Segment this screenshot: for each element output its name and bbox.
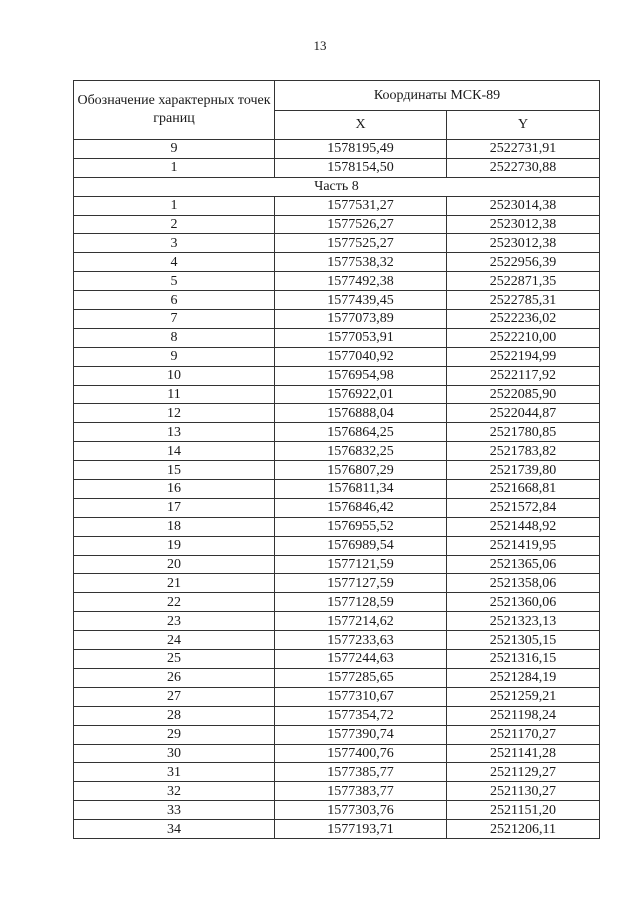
cell-point: 18	[74, 517, 275, 536]
table-row	[74, 574, 600, 593]
table-row	[74, 215, 600, 234]
cell-x: 1576954,98	[275, 366, 447, 385]
cell-x: 1577053,91	[275, 328, 447, 347]
cell-x: 1577073,89	[275, 310, 447, 329]
table-row	[74, 272, 600, 291]
table-row	[74, 461, 600, 480]
cell-x: 1577128,59	[275, 593, 447, 612]
cell-x: 1576989,54	[275, 536, 447, 555]
cell-point: 9	[74, 347, 275, 366]
cell-y: 2521739,80	[447, 461, 600, 480]
table-row	[74, 782, 600, 801]
cell-point: 33	[74, 801, 275, 820]
table-row	[74, 744, 600, 763]
table-row	[74, 536, 600, 555]
cell-point: 26	[74, 668, 275, 687]
cell-point: 20	[74, 555, 275, 574]
table-row	[74, 763, 600, 782]
cell-point: 17	[74, 498, 275, 517]
cell-y: 2521316,15	[447, 650, 600, 669]
table-row	[74, 801, 600, 820]
cell-point: 5	[74, 272, 275, 291]
cell-point: 6	[74, 291, 275, 310]
cell-y: 2521198,24	[447, 706, 600, 725]
cell-x: 1577285,65	[275, 668, 447, 687]
cell-point: 28	[74, 706, 275, 725]
header-y: Y	[447, 110, 600, 140]
table-row	[74, 687, 600, 706]
table-row	[74, 668, 600, 687]
cell-point: 21	[74, 574, 275, 593]
cell-point: 13	[74, 423, 275, 442]
cell-y: 2521259,21	[447, 687, 600, 706]
table-row	[74, 555, 600, 574]
cell-x: 1576888,04	[275, 404, 447, 423]
cell-point: 4	[74, 253, 275, 272]
cell-x: 1577538,32	[275, 253, 447, 272]
table-row	[74, 234, 600, 253]
cell-y: 2521358,06	[447, 574, 600, 593]
cell-x: 1577303,76	[275, 801, 447, 820]
table-row	[74, 366, 600, 385]
cell-x: 1576807,29	[275, 461, 447, 480]
cell-y: 2522210,00	[447, 328, 600, 347]
cell-x: 1576832,25	[275, 442, 447, 461]
cell-x: 1576811,34	[275, 480, 447, 499]
cell-point: 23	[74, 612, 275, 631]
table-row	[74, 650, 600, 669]
cell-x: 1576955,52	[275, 517, 447, 536]
cell-x: 1577385,77	[275, 763, 447, 782]
part-label: Часть 8	[74, 177, 600, 196]
cell-x: 1577127,59	[275, 574, 447, 593]
cell-point: 1	[74, 196, 275, 215]
table-row	[74, 631, 600, 650]
table-row	[74, 158, 600, 177]
cell-y: 2521151,20	[447, 801, 600, 820]
cell-point: 25	[74, 650, 275, 669]
coordinates-table	[73, 80, 600, 839]
cell-x: 1577531,27	[275, 196, 447, 215]
page-number: 13	[313, 38, 327, 53]
header-points: Обозначение характерных точек границ	[74, 81, 275, 140]
table-row	[74, 291, 600, 310]
cell-point: 30	[74, 744, 275, 763]
table-row	[74, 196, 600, 215]
cell-point: 12	[74, 404, 275, 423]
cell-y: 2522785,31	[447, 291, 600, 310]
cell-point: 24	[74, 631, 275, 650]
table-row	[74, 442, 600, 461]
cell-point: 27	[74, 687, 275, 706]
cell-y: 2521572,84	[447, 498, 600, 517]
cell-y: 2522236,02	[447, 310, 600, 329]
cell-y: 2522194,99	[447, 347, 600, 366]
table-row	[74, 517, 600, 536]
cell-y: 2522956,39	[447, 253, 600, 272]
cell-y: 2521783,82	[447, 442, 600, 461]
table-row	[74, 498, 600, 517]
cell-y: 2521129,27	[447, 763, 600, 782]
cell-x: 1576922,01	[275, 385, 447, 404]
header-coords: Координаты МСК-89	[275, 81, 600, 111]
cell-x: 1577354,72	[275, 706, 447, 725]
cell-x: 1577193,71	[275, 820, 447, 839]
cell-x: 1578195,49	[275, 140, 447, 159]
cell-x: 1577233,63	[275, 631, 447, 650]
cell-x: 1577121,59	[275, 555, 447, 574]
cell-y: 2521360,06	[447, 593, 600, 612]
cell-x: 1577526,27	[275, 215, 447, 234]
table-row	[74, 593, 600, 612]
cell-x: 1577310,67	[275, 687, 447, 706]
table-header-row	[74, 81, 600, 111]
header-x: X	[275, 110, 447, 140]
cell-point: 31	[74, 763, 275, 782]
table-row	[74, 328, 600, 347]
cell-point: 11	[74, 385, 275, 404]
table-row	[74, 820, 600, 839]
cell-point: 8	[74, 328, 275, 347]
cell-y: 2522117,92	[447, 366, 600, 385]
coordinates-table-body	[74, 81, 600, 839]
table-row	[74, 310, 600, 329]
cell-point: 10	[74, 366, 275, 385]
part-row	[74, 177, 600, 196]
cell-x: 1577244,63	[275, 650, 447, 669]
cell-y: 2523012,38	[447, 234, 600, 253]
cell-x: 1576864,25	[275, 423, 447, 442]
cell-y: 2521170,27	[447, 725, 600, 744]
cell-y: 2522085,90	[447, 385, 600, 404]
cell-y: 2521419,95	[447, 536, 600, 555]
cell-x: 1576846,42	[275, 498, 447, 517]
cell-point: 3	[74, 234, 275, 253]
cell-x: 1577525,27	[275, 234, 447, 253]
cell-x: 1577492,38	[275, 272, 447, 291]
table-row	[74, 253, 600, 272]
cell-x: 1577383,77	[275, 782, 447, 801]
cell-y: 2522731,91	[447, 140, 600, 159]
cell-point: 29	[74, 725, 275, 744]
cell-point: 1	[74, 158, 275, 177]
cell-point: 34	[74, 820, 275, 839]
table-row	[74, 347, 600, 366]
cell-y: 2522730,88	[447, 158, 600, 177]
cell-y: 2521141,28	[447, 744, 600, 763]
cell-x: 1577390,74	[275, 725, 447, 744]
cell-point: 19	[74, 536, 275, 555]
cell-point: 22	[74, 593, 275, 612]
cell-x: 1577439,45	[275, 291, 447, 310]
cell-y: 2521206,11	[447, 820, 600, 839]
cell-x: 1577214,62	[275, 612, 447, 631]
cell-y: 2523012,38	[447, 215, 600, 234]
cell-y: 2521130,27	[447, 782, 600, 801]
cell-point: 7	[74, 310, 275, 329]
cell-y: 2521668,81	[447, 480, 600, 499]
cell-point: 32	[74, 782, 275, 801]
cell-y: 2521780,85	[447, 423, 600, 442]
cell-y: 2522044,87	[447, 404, 600, 423]
cell-x: 1578154,50	[275, 158, 447, 177]
table-row	[74, 385, 600, 404]
table-row	[74, 480, 600, 499]
table-row	[74, 423, 600, 442]
table-row	[74, 706, 600, 725]
table-row	[74, 612, 600, 631]
cell-x: 1577040,92	[275, 347, 447, 366]
cell-y: 2521305,15	[447, 631, 600, 650]
cell-y: 2521323,13	[447, 612, 600, 631]
cell-y: 2521284,19	[447, 668, 600, 687]
cell-point: 15	[74, 461, 275, 480]
cell-point: 2	[74, 215, 275, 234]
cell-y: 2521365,06	[447, 555, 600, 574]
cell-y: 2521448,92	[447, 517, 600, 536]
table-row	[74, 140, 600, 159]
table-row	[74, 725, 600, 744]
cell-point: 9	[74, 140, 275, 159]
table-row	[74, 404, 600, 423]
cell-point: 14	[74, 442, 275, 461]
cell-point: 16	[74, 480, 275, 499]
cell-y: 2523014,38	[447, 196, 600, 215]
cell-x: 1577400,76	[275, 744, 447, 763]
cell-y: 2522871,35	[447, 272, 600, 291]
